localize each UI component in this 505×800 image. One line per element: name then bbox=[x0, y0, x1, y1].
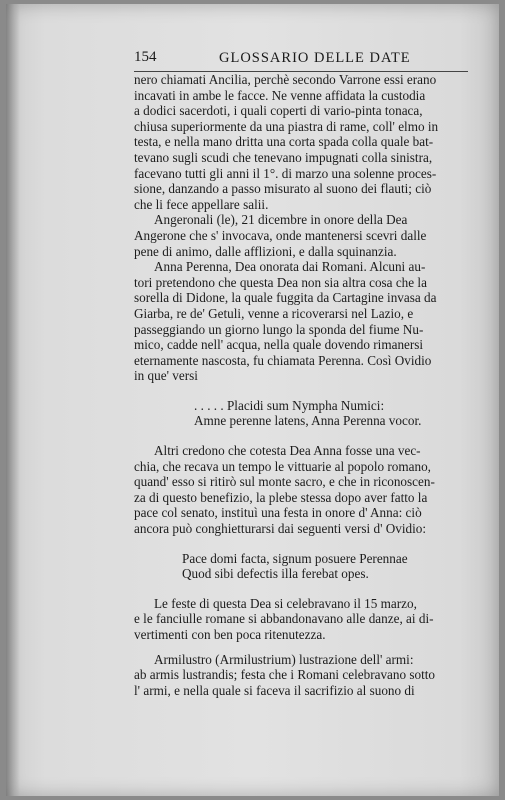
text-line: e le fanciulle romane si abbandonavano alle danze, ai di- bbox=[134, 611, 434, 627]
text-line: chiusa superiormente da una piastra di rame, coll' elmo in bbox=[134, 118, 439, 134]
text-line: in que' versi bbox=[134, 368, 198, 384]
text-line: facevano tutti gli anni il 1°. di marzo una solenne proces- bbox=[134, 165, 437, 181]
text-line: l' armi, e nella quale si faceva il sacrifizio al suono di bbox=[134, 682, 415, 698]
text-line: che li fece appellare salii. bbox=[134, 196, 269, 212]
text-line: sorella di Didone, la quale fuggita da Cartagine invasa da bbox=[134, 290, 437, 306]
text-line: incavati in ambe le facce. Ne venne affidata la custodia bbox=[134, 87, 426, 103]
text-line: Angerone che s' invocava, onde mantenersi scevri dalle bbox=[134, 227, 427, 243]
entry-armilustro: Armilustro (Armilustrium) lustrazione dell' armi: bbox=[154, 651, 414, 667]
text-line: vertimenti con ben poca ritenutezza. bbox=[134, 627, 326, 642]
page-header bbox=[134, 49, 468, 69]
entry-angeronali: Angeronali (le), 21 dicembre in onore della Dea bbox=[154, 212, 408, 228]
verse-line: Pace domi facta, signum posuere Perennae bbox=[182, 550, 408, 566]
text-line: za di questo benefizio, la plebe stessa dopo aver fatto la bbox=[134, 489, 428, 505]
text-line: pace col senato, instituì una festa in onore d' Anna: ciò bbox=[134, 505, 422, 521]
text-line: testa, e nella mano dritta una corta spada colla quale bat- bbox=[134, 134, 434, 150]
text-line: a dodici sacerdoti, i quali coperti di vario-pinta tonaca, bbox=[134, 103, 423, 119]
text-line: passeggiando un giorno lungo la sponda del fiume Nu- bbox=[134, 321, 424, 337]
verse-line: Amne perenne latens, Anna Perenna vocor. bbox=[194, 413, 422, 429]
page-number: 154 bbox=[134, 49, 157, 65]
text-line: tori pretendono che questa Dea non sia altra cosa che la bbox=[134, 274, 427, 290]
entry-anna-perenna: Anna Perenna, Dea onorata dai Romani. Alcuni au- bbox=[154, 259, 426, 275]
text-line: ancora può conghietturarsi dai seguenti versi d' Ovidio: bbox=[134, 521, 427, 537]
text-line: chia, che recava un tempo le vittuarie al popolo romano, bbox=[134, 458, 431, 474]
text-line: tevano sugli scudi che tenevano impugnati colla sinistra, bbox=[134, 149, 433, 165]
running-title: GLOSSARIO DELLE DATE bbox=[219, 50, 411, 66]
text-body bbox=[134, 72, 470, 698]
book-page bbox=[6, 4, 499, 796]
text-line: Giarba, re de' Getuli, venne a ricoverarsi nel Lazio, e bbox=[134, 305, 414, 321]
verse-line: . . . . . Placidi sum Nympha Numici: bbox=[194, 397, 385, 413]
paragraph-altri: Altri credono che cotesta Dea Anna fosse una vec- bbox=[154, 443, 421, 459]
paragraph-feste: Le feste di questa Dea si celebravano il 15 marzo, bbox=[154, 595, 417, 611]
verse-line: Quod sibi defectis illa ferebat opes. bbox=[182, 566, 369, 582]
binding-gutter bbox=[6, 4, 20, 796]
text-line: mico, cadde nell' acqua, nella quale dovendo rimanersi bbox=[134, 337, 424, 353]
text-line: nero chiamati Ancilia, perchè secondo Varrone essi erano bbox=[134, 72, 437, 87]
text-line: ab armis lustrandis; festa che i Romani celebravano sotto bbox=[134, 667, 436, 683]
text-line: sione, danzando a passo misurato al suono dei flauti; ciò bbox=[134, 181, 432, 197]
text-line: quand' esso si ritirò sul monte sacro, e che in riconoscen- bbox=[134, 474, 435, 490]
text-line: eternamente nascosta, fu chiamata Perenna. Così Ovidio bbox=[134, 352, 432, 368]
text-line: pene di animo, dalle afflizioni, e dalla squinanzia. bbox=[134, 243, 397, 259]
